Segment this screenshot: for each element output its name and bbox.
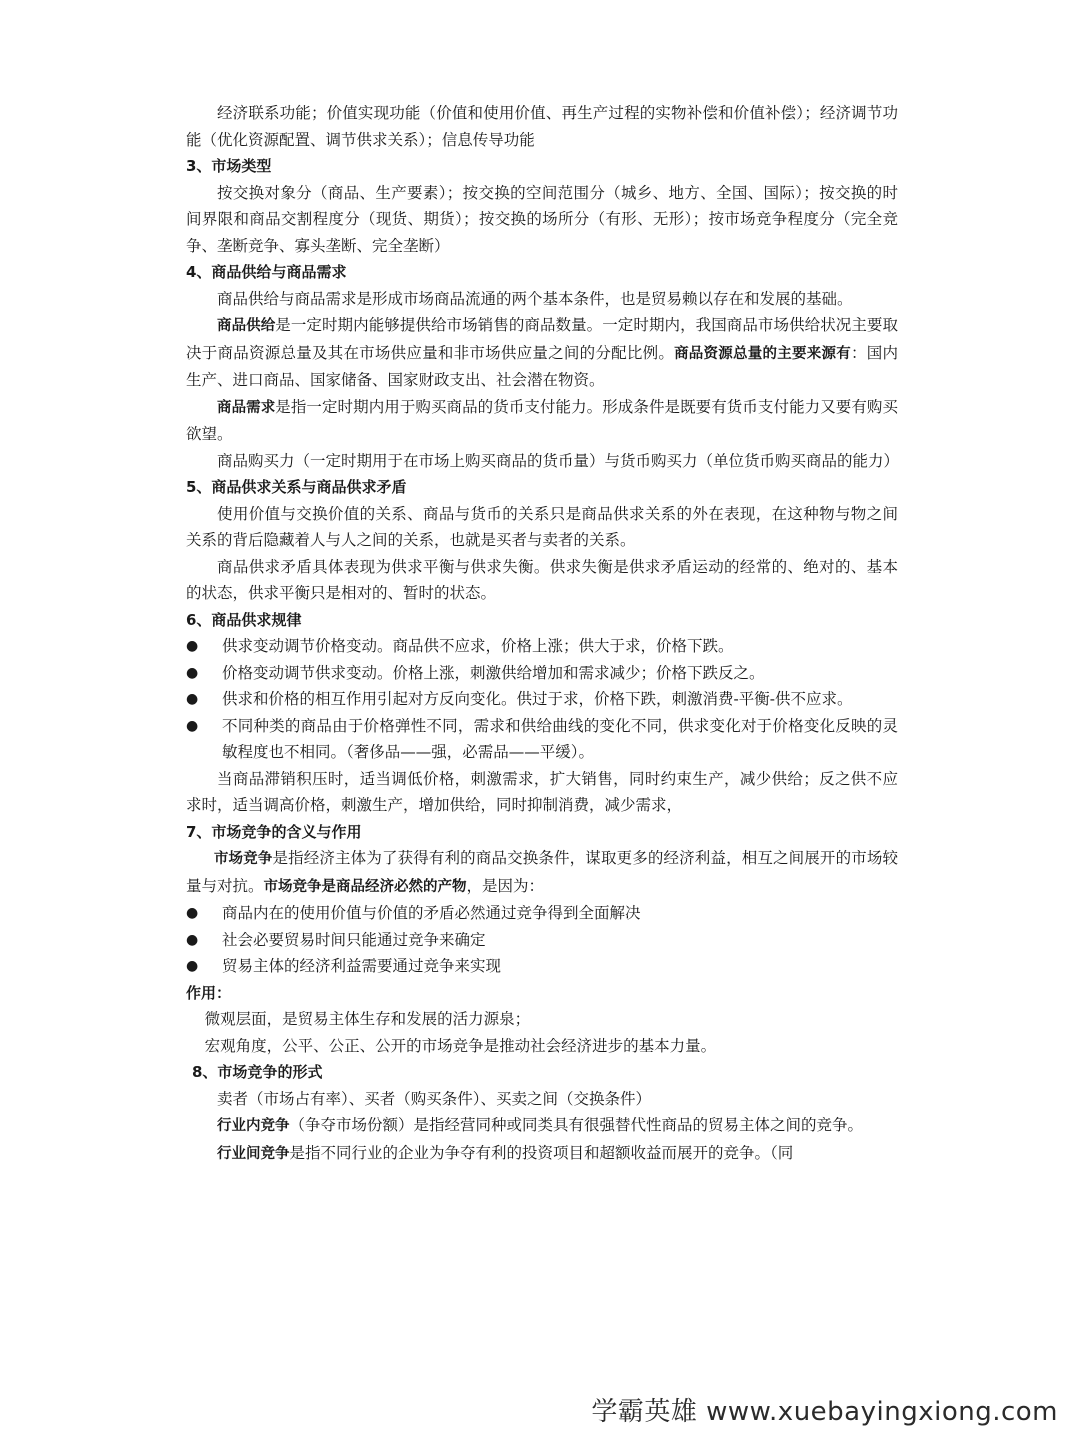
list-item-text: 供求和价格的相互作用引起对方反向变化。供过于求，价格下跌，刺激消费-平衡-供不应求。 xyxy=(222,690,853,708)
bullet-icon: ● xyxy=(186,717,199,734)
paragraph: 当商品滞销积压时，适当调低价格，刺激需求，扩大销售，同时约束生产，减少供给；反之供不应求时，适当调高价格，刺激生产，增加供给，同时抑制消费，减少需求， xyxy=(186,769,898,814)
section-heading: 4、商品供给与商品需求 xyxy=(186,263,347,281)
paragraph xyxy=(186,845,898,900)
paragraph xyxy=(186,1140,898,1168)
text-run: ：国内生产、进口商品、国家储备、国家财政支出、社会潜在物资。 xyxy=(186,343,898,389)
bullet-icon: ● xyxy=(186,691,199,707)
list-item xyxy=(186,633,898,660)
list-item xyxy=(186,660,898,687)
text-run: 是一定时期内能够提供给市场销售的商品数量。一定时期内，我国商品市场供给状况主要取决于商品资源总量及其在市场供应量和非市场供应量之间的分配比例。 xyxy=(186,316,898,362)
list-item-text: 贸易主体的经济利益需要通过竞争来实现 xyxy=(222,957,502,975)
bold-term: 行业间竞争 xyxy=(217,1145,290,1162)
section-heading: 3、市场类型 xyxy=(186,157,272,175)
bold-term: 市场竞争 xyxy=(213,851,273,867)
text-run: 是指不同行业的企业为争夺有利的投资项目和超额收益而展开的竞争。（同 xyxy=(289,1143,794,1162)
paragraph: 商品供求矛盾具体表现为供求平衡与供求失衡。供求失衡是供求矛盾运动的经常的、绝对的、基本的状态，供求平衡只是相对的、暂时的状态。 xyxy=(186,557,898,602)
paragraph: 按交换对象分（商品、生产要素）；按交换的空间范围分（城乡、地方、全国、国际）；按交换的时间界限和商品交割程度分（现货、期货）；按交换的场所分（有形、无形）；按市场竞争程度分（完全竞争、垄断竞争、寡头垄断、完全垄断） xyxy=(186,183,898,255)
bullet-icon: ● xyxy=(186,931,199,948)
list-item-text: 不同种类的商品由于价格弹性不同，需求和供给曲线的变化不同，供求变化对于价格变化反映的灵敏程度也不相同。（奢侈品——强，必需品——平缓）。 xyxy=(222,716,898,761)
bold-term: 行业内竞争 xyxy=(217,1118,290,1134)
bold-term: 商品需求 xyxy=(217,399,276,416)
list-item-text: 商品内在的使用价值与价值的矛盾必然通过竞争得到全面解决 xyxy=(222,904,641,922)
list-item xyxy=(186,900,898,927)
text-run: 是指一定时期内用于购买商品的货币支付能力。形成条件是既要有货币支付能力又要有购买欲望。 xyxy=(186,397,898,443)
text-run: （争夺市场份额）是指经营同种或同类具有很强替代性商品的贸易主体之间的竞争。 xyxy=(289,1116,864,1134)
paragraph: 商品供给与商品需求是形成市场商品流通的两个基本条件，也是贸易赖以存在和发展的基础。 xyxy=(217,289,853,308)
section-heading: 作用： xyxy=(186,983,232,1002)
watermark: 学霸英雄 www.xuebayingxiong.com xyxy=(591,1397,1058,1427)
paragraph: 商品购买力（一定时期用于在市场上购买商品的货币量）与货币购买力（单位货币购买商品的能力） xyxy=(217,451,900,470)
text-run: 是指经济主体为了获得有利的商品交换条件，谋取更多的经济利益，相互之间展开的市场较量与对抗。 xyxy=(186,849,898,895)
bullet-list xyxy=(186,633,898,766)
section-heading: 7、市场竞争的含义与作用 xyxy=(186,822,362,841)
section-heading: 6、商品供求规律 xyxy=(186,610,302,629)
list-item-text: 价格变动调节供求变动。价格上涨，刺激供给增加和需求减少；价格下跌反之。 xyxy=(222,663,765,682)
list-item xyxy=(186,713,898,766)
paragraph: 宏观角度，公平、公正、公开的市场竞争是推动社会经济进步的基本力量。 xyxy=(204,1036,717,1055)
section-heading: 5、商品供求关系与商品供求矛盾 xyxy=(186,478,407,496)
paragraph: 经济联系功能；价值实现功能（价值和使用价值、再生产过程的实物补偿和价值补偿）；经济调节功能（优化资源配置、调节供求关系）；信息传导功能 xyxy=(186,104,898,149)
bold-term: 市场竞争是商品经济必然的产物 xyxy=(263,878,467,895)
bullet-list xyxy=(186,900,898,980)
list-item xyxy=(186,927,898,954)
list-item xyxy=(186,686,898,713)
document-page xyxy=(186,100,898,1167)
section-heading: 8、市场竞争的形式 xyxy=(192,1063,323,1081)
bold-term: 商品资源总量的主要来源有 xyxy=(674,345,851,362)
bullet-icon: ● xyxy=(186,638,199,654)
list-item-text: 社会必要贸易时间只能通过竞争来确定 xyxy=(222,930,486,949)
paragraph xyxy=(186,394,898,448)
paragraph: 卖者（市场占有率）、买者（购买条件）、买卖之间（交换条件） xyxy=(217,1089,652,1108)
list-item-text: 供求变动调节价格变动。商品供不应求，价格上涨；供大于求，价格下跌。 xyxy=(222,637,734,655)
paragraph: 使用价值与交换价值的关系、商品与货币的关系只是商品供求关系的外在表现，在这种物与物之间关系的背后隐藏着人与人之间的关系，也就是买者与卖者的关系。 xyxy=(186,504,898,549)
bullet-icon: ● xyxy=(186,664,199,681)
bullet-icon: ● xyxy=(186,905,199,921)
bold-term: 商品供给 xyxy=(217,318,276,334)
paragraph xyxy=(186,1112,898,1140)
paragraph xyxy=(186,312,898,394)
paragraph: 微观层面，是贸易主体生存和发展的活力源泉； xyxy=(204,1010,531,1028)
bullet-icon: ● xyxy=(186,958,199,974)
text-run: ，是因为： xyxy=(466,876,545,895)
list-item xyxy=(186,953,898,980)
